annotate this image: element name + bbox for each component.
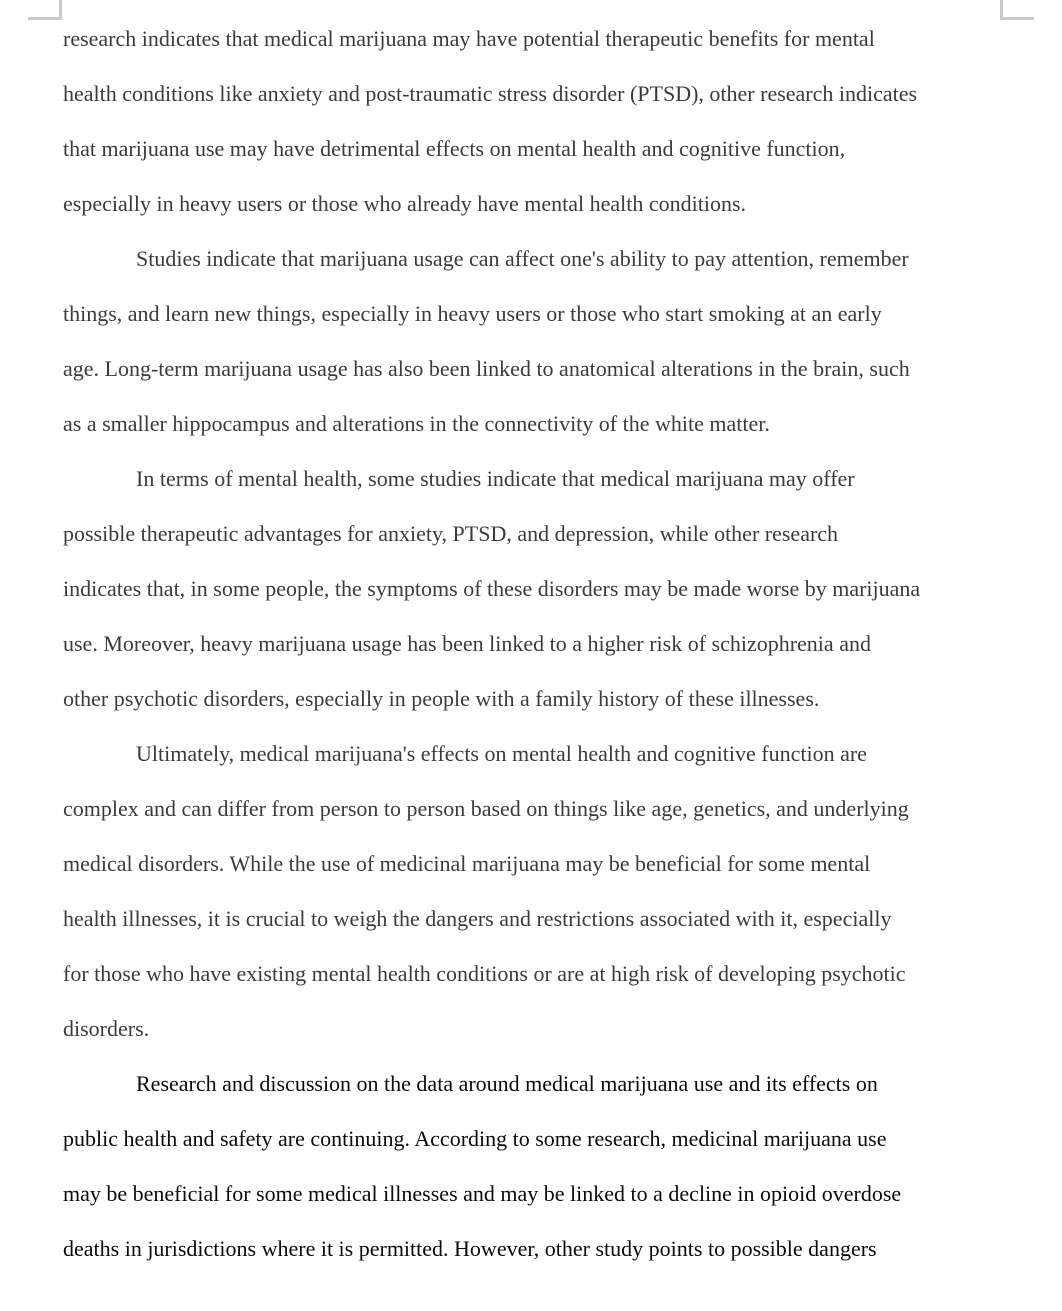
text-line: Studies indicate that marijuana usage can affect one's ability to pay attention, remember [136,246,909,271]
text-line: things, and learn new things, especially in heavy users or those who start smoking at an early [63,301,882,326]
text-line: research indicates that medical marijuana may have potential therapeutic benefits for mental [63,26,875,51]
paragraph [63,451,1013,726]
text-line: Ultimately, medical marijuana's effects on mental health and cognitive function are [136,741,867,766]
text-line: especially in heavy users or those who already have mental health conditions. [63,191,747,216]
text-line: complex and can differ from person to person based on things like age, genetics, and underlying [63,796,909,821]
page-corner-mark-left [28,0,62,20]
text-line: age. Long-term marijuana usage has also been linked to anatomical alterations in the brain, such [63,356,910,381]
text-line: health conditions like anxiety and post-traumatic stress disorder (PTSD), other research indicates [63,81,918,106]
document-body[interactable] [63,11,1013,1276]
text-line: may be beneficial for some medical illnesses and may be linked to a decline in opioid overdose [63,1181,902,1206]
text-line: deaths in jurisdictions where it is permitted. However, other study points to possible dangers [63,1236,877,1261]
text-line: medical disorders. While the use of medicinal marijuana may be beneficial for some mental [63,851,871,876]
text-line: other psychotic disorders, especially in people with a family history of these illnesses. [63,686,820,711]
paragraph [63,726,1013,1056]
text-line: health illnesses, it is crucial to weigh the dangers and restrictions associated with it, especially [63,906,892,931]
paragraph [63,11,1013,231]
text-line: public health and safety are continuing. According to some research, medicinal marijuana use [63,1126,887,1151]
text-line: possible therapeutic advantages for anxiety, PTSD, and depression, while other research [63,521,839,546]
text-line: disorders. [63,1016,150,1041]
text-line: Research and discussion on the data around medical marijuana use and its effects on [136,1071,878,1096]
paragraph [63,231,1013,451]
text-line: for those who have existing mental health conditions or are at high risk of developing psychotic [63,961,906,986]
text-line: that marijuana use may have detrimental effects on mental health and cognitive function, [63,136,846,161]
text-line: In terms of mental health, some studies indicate that medical marijuana may offer [136,466,855,491]
text-line: indicates that, in some people, the symptoms of these disorders may be made worse by marijuana [63,576,921,601]
text-line: use. Moreover, heavy marijuana usage has been linked to a higher risk of schizophrenia and [63,631,871,656]
text-line: as a smaller hippocampus and alterations in the connectivity of the white matter. [63,411,770,436]
paragraph [63,1056,1013,1276]
